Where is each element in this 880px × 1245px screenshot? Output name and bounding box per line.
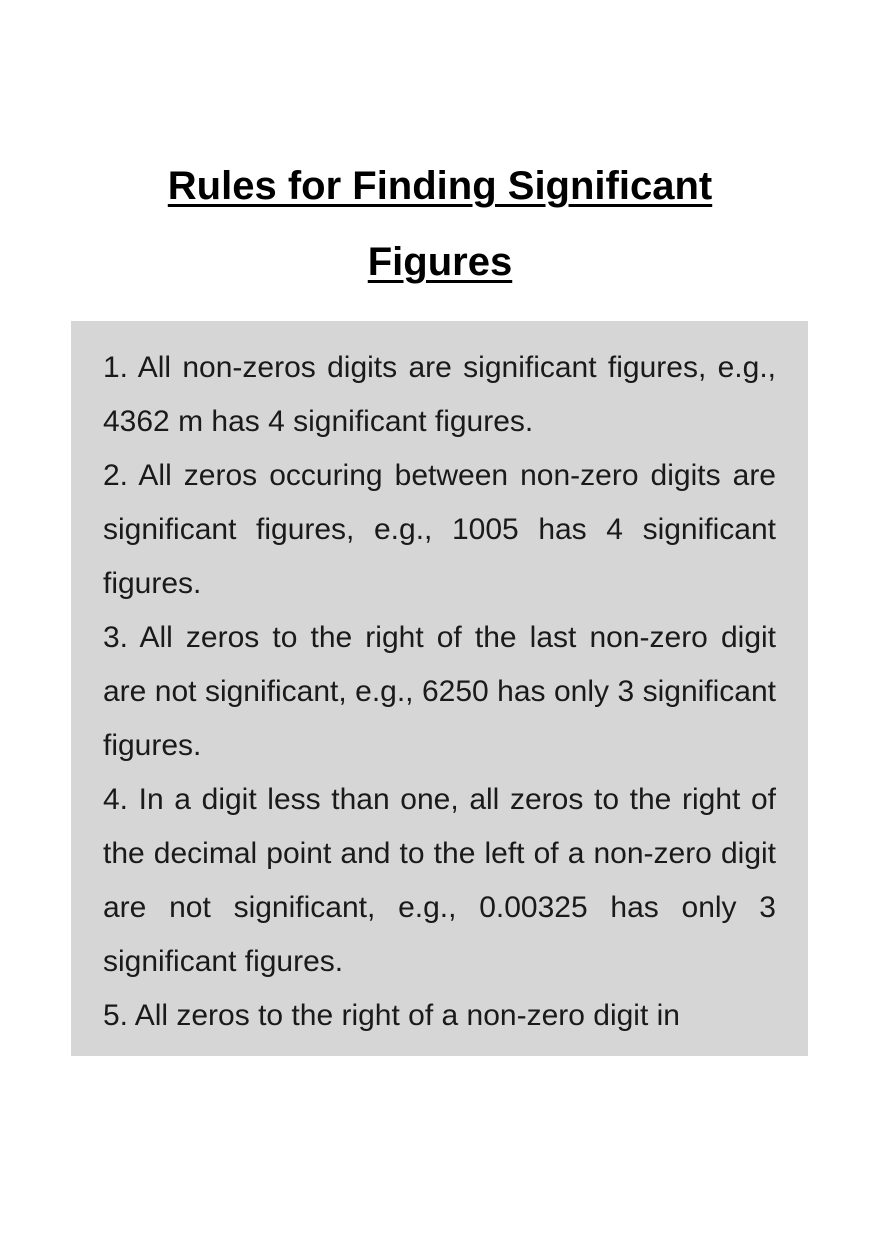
rules-box [71,321,808,1056]
page-title-line-2: Figures [367,240,513,284]
rule-5: 5. All zeros to the right of a non-zero digit in [103,999,680,1032]
rule-4: 4. In a digit less than one, all zeros to the right of the decimal point and to the left of a non-zero digit are not significant, e.g., 0.00325 has only 3 significant figures. [103,783,776,978]
page-title-line-1: Rules for Finding Significant [167,164,713,208]
rule-2: 2. All zeros occuring between non-zero digits are significant figures, e.g., 1005 has 4 significant figures. [103,459,776,600]
page-title [0,148,880,300]
rule-3: 3. All zeros to the right of the last non-zero digit are not significant, e.g., 6250 has only 3 significant figures. [103,621,776,762]
rule-1: 1. All non-zeros digits are significant figures, e.g., 4362 m has 4 significant figures. [103,351,776,438]
